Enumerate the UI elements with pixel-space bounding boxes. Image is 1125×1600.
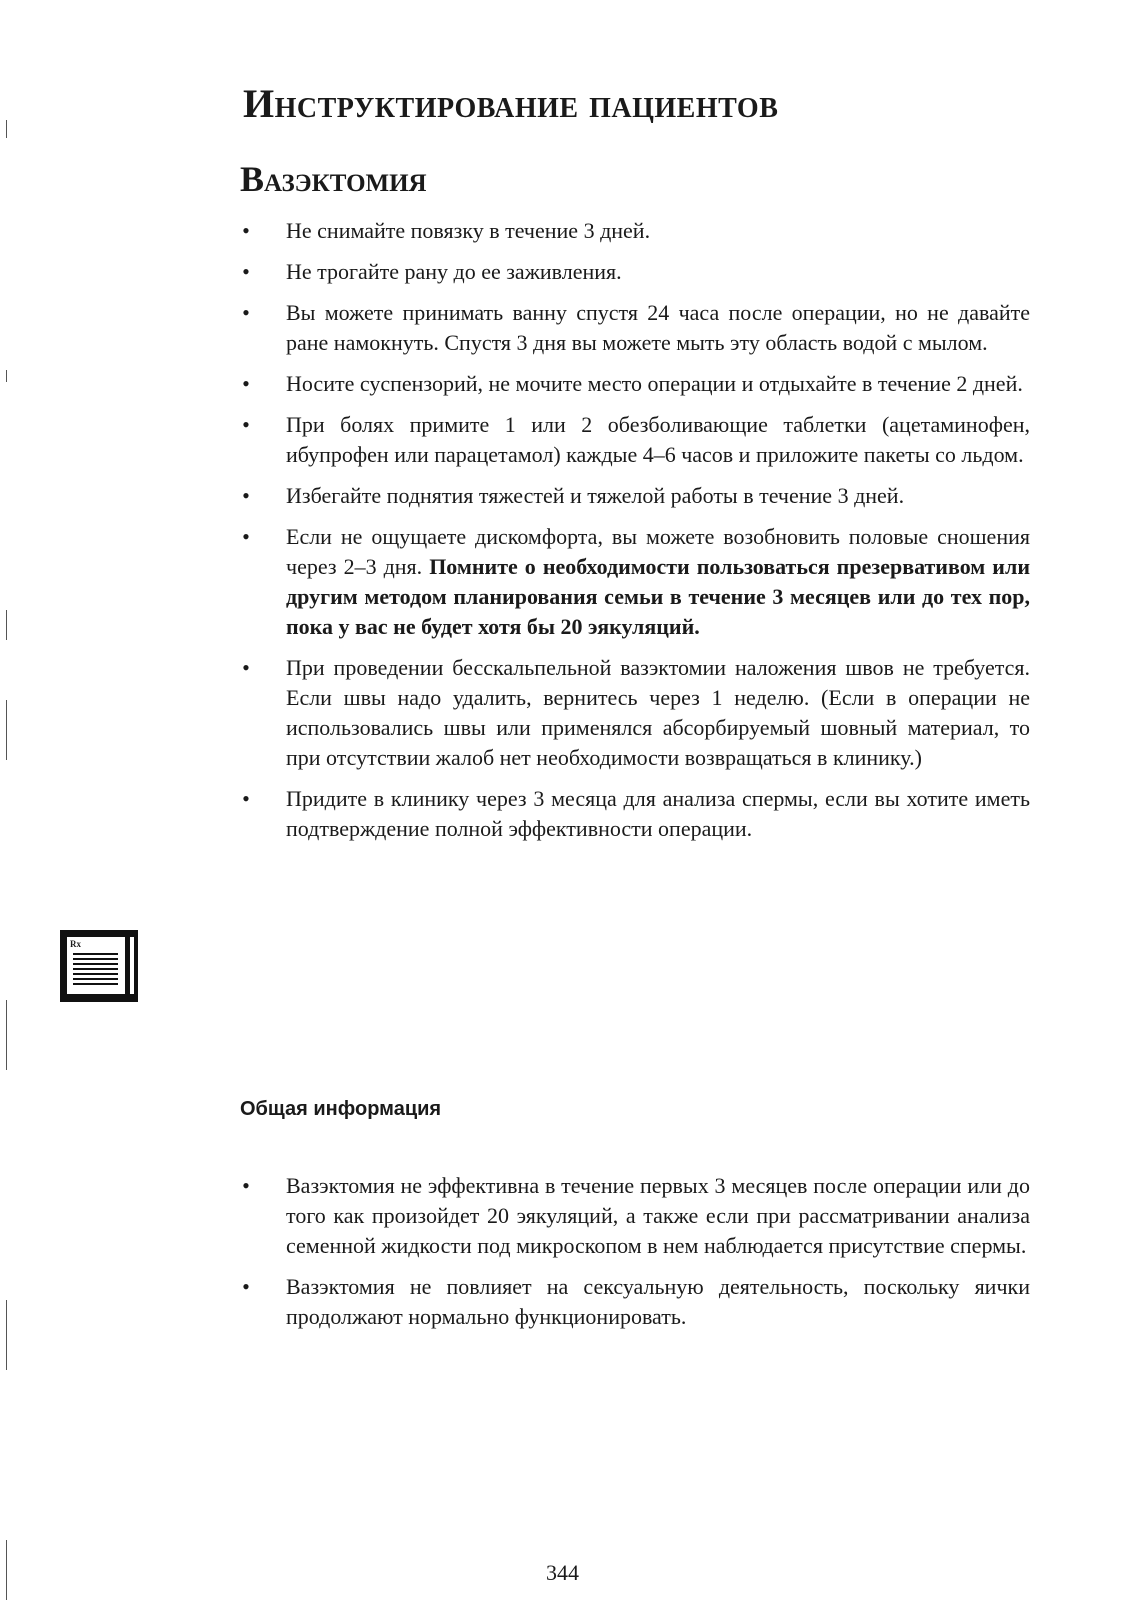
instruction-item [240,369,1030,399]
instruction-item-emphasis: Помните о необходимости пользоваться презервативом или другим методом планирования семьи в течение 3 месяцев или до тех пор, пока у вас не будет хотя бы 20 эякуляций. [286,554,1030,639]
instruction-item-text: Вы можете принимать ванну спустя 24 часа после операции, но не давайте ране намокнуть. Спустя 3 дня вы можете мыть эту область водой с мылом. [286,300,1030,355]
instruction-item [240,653,1030,773]
general-info-list [240,1171,1030,1343]
instruction-item [240,216,1030,246]
bullet-icon: • [242,259,250,284]
instructions-list [240,216,1030,855]
general-info-item-text: Вазэктомия не эффективна в течение первых 3 месяцев после операции или до того как произойдет 20 эякуляций, а также если при рассматривании анализа семенной жидкости под микроскопом в нем наблюдается присутствие спермы. [286,1173,1030,1258]
instruction-item [240,410,1030,470]
general-info-heading: Общая информация [240,1098,442,1120]
rx-label: Rx [70,939,81,949]
instruction-item-text: Придите в клинику через 3 месяца для анализа спермы, если вы хотите иметь подтверждение полной эффективности операции. [286,786,1030,841]
prescription-document-icon [60,930,138,1002]
page-number: 344 [546,1560,579,1585]
instruction-item [240,481,1030,511]
bullet-icon: • [242,218,250,243]
bullet-icon: • [242,524,250,549]
bullet-icon: • [242,786,250,811]
instruction-item-text: При проведении бесскальпельной вазэктомии наложения швов не требуется. Если швы надо удалить, вернитесь через 1 неделю. (Если в операции не использовались швы или применялся абсорбируемый шовный материал, то при отсутствии жалоб нет необходимости возвращаться в клинику.) [286,655,1030,770]
bullet-icon: • [242,655,250,680]
instruction-item [240,298,1030,358]
section-title: Вазэктомия [240,159,427,199]
bullet-icon: • [242,1173,250,1198]
bullet-icon: • [242,1274,250,1299]
chapter-title: Инструктирование пациентов [243,81,779,126]
instruction-item [240,522,1030,642]
instruction-item-text: Если не ощущаете дискомфорта, вы можете возобновить половые сношения через 2–3 дня. [286,524,1030,579]
general-info-item-text: Вазэктомия не повлияет на сексуальную деятельность, поскольку яички продолжают нормально функционировать. [286,1274,1030,1329]
bullet-icon: • [242,300,250,325]
bullet-icon: • [242,412,250,437]
general-info-item [240,1171,1030,1261]
general-info-item [240,1272,1030,1332]
instruction-item [240,257,1030,287]
instruction-item-text: Не трогайте рану до ее заживления. [286,259,622,284]
instruction-item-text: Носите суспензорий, не мочите место операции и отдыхайте в течение 2 дней. [286,371,1023,396]
bullet-icon: • [242,371,250,396]
instruction-item [240,784,1030,844]
scan-edge-marks [0,0,20,1600]
instruction-item-text: Не снимайте повязку в течение 3 дней. [286,218,651,243]
bullet-icon: • [242,483,250,508]
instruction-item-text: Избегайте поднятия тяжестей и тяжелой работы в течение 3 дней. [286,483,905,508]
instruction-item-text: При болях примите 1 или 2 обезболивающие таблетки (ацетаминофен, ибупрофен или парацетамол) каждые 4–6 часов и приложите пакеты со льдом. [286,412,1030,467]
